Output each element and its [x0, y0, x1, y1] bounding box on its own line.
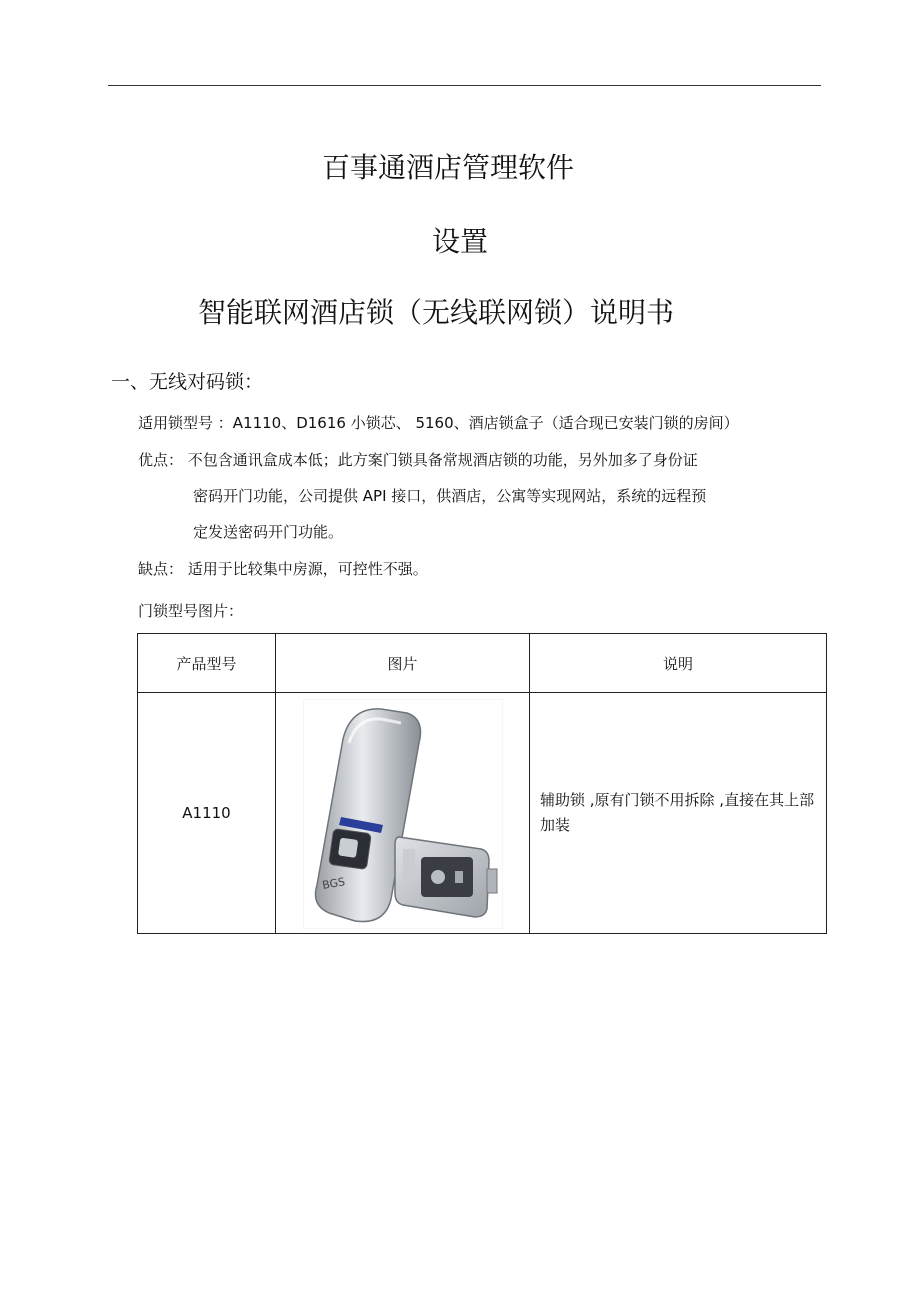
cell-model: A1110: [138, 693, 276, 934]
table-row: [138, 693, 827, 934]
doc-title-software: 百事通酒店管理软件: [321, 151, 574, 184]
section-heading-wireless: 一、无线对码锁：: [111, 371, 264, 393]
lock-model-table: [137, 633, 827, 934]
applicable-models-text: 适用锁型号 ：A1110、D1616 小锁芯、 5160、酒店锁盒子（适合现已安装门锁的房间）: [138, 414, 739, 432]
lock-brand-logo: BGS: [320, 875, 346, 892]
pros-text-line-3: 定发送密码开门功能。: [193, 523, 344, 541]
doc-title-manual: 智能联网酒店锁（无线联网锁）说明书: [197, 296, 674, 329]
cell-picture: [276, 693, 530, 934]
doc-title-settings: 设置: [431, 225, 488, 258]
header-description: 说明: [530, 634, 827, 693]
table-header-row: [138, 634, 827, 693]
cons-text: 缺点： 适用于比较集中房源，可控性不强。: [138, 560, 428, 578]
pictures-label: 门锁型号图片：: [138, 602, 244, 620]
header-rule: [108, 85, 821, 86]
pros-text-line-2: 密码开门功能，公司提供 API 接口，供酒店，公寓等实现网站，系统的远程预: [193, 487, 707, 505]
cell-description: 辅助锁 ,原有门锁不用拆除 ,直接在其上部加装: [530, 693, 827, 934]
header-model: 产品型号: [138, 634, 276, 693]
lock-product-image: [303, 699, 503, 929]
pros-text-line-1: 优点： 不包含通讯盒成本低；此方案门锁具备常规酒店锁的功能，另外加多了身份证: [138, 451, 698, 469]
header-picture: 图片: [276, 634, 530, 693]
